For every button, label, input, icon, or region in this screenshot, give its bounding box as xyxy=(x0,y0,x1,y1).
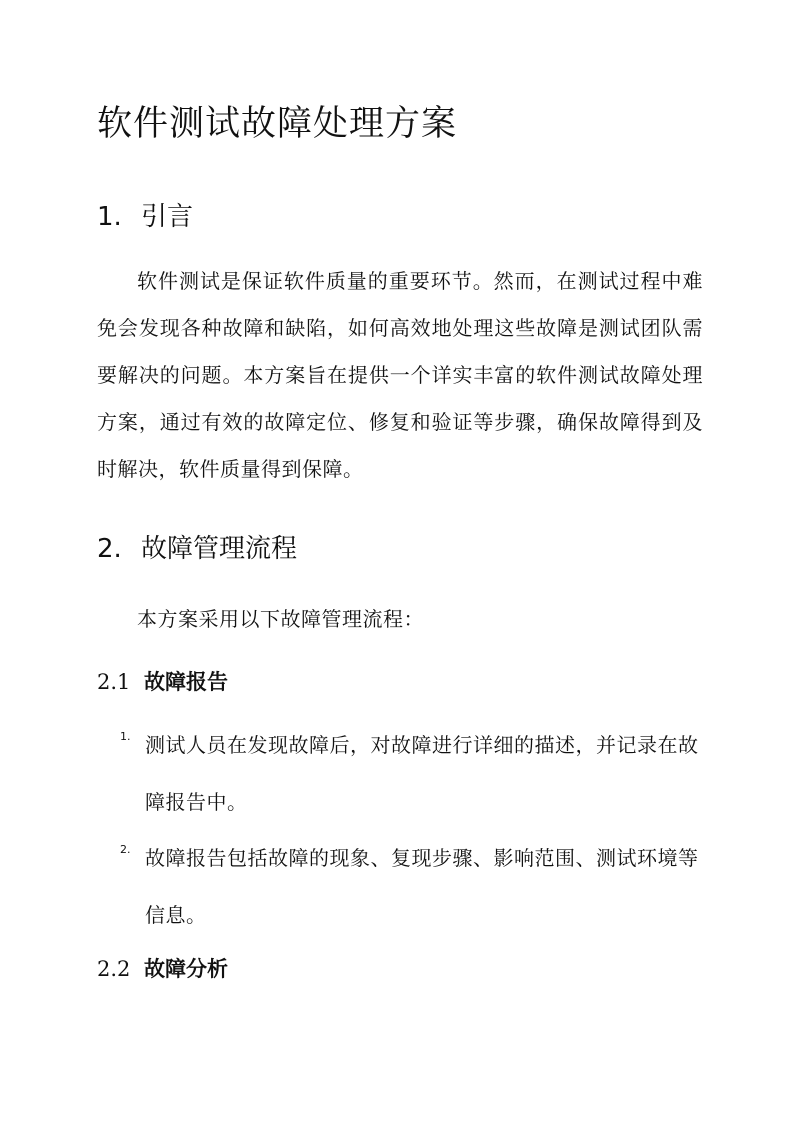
body-paragraph: 本方案采用以下故障管理流程： xyxy=(137,607,424,631)
subsection-title: 故障报告 xyxy=(144,670,228,694)
list-marker: 1. xyxy=(120,730,131,743)
body-paragraph: 软件测试是保证软件质量的重要环节。然而，在测试过程中难免会发现各种故障和缺陷，如何高效地处理这些故障是测试团队需要解决的问题。本方案旨在提供一个详实丰富的软件测试故障处理方案，通过有效的故障定位、修复和验证等步骤，确保故障得到及时解决，软件质量得到保障。 xyxy=(97,269,703,481)
list-item-text: 测试人员在发现故障后，对故障进行详细的描述，并记录在故障报告中。 xyxy=(145,733,699,814)
section-number: 1. xyxy=(97,202,122,232)
section-heading xyxy=(97,196,193,233)
subsection-heading xyxy=(97,666,228,696)
list-marker: 2. xyxy=(120,843,131,856)
subsection-number: 2.2 xyxy=(97,957,131,981)
section-heading xyxy=(97,528,297,565)
section-title: 引言 xyxy=(141,202,194,232)
list-item xyxy=(120,830,700,944)
section-title: 故障管理流程 xyxy=(141,534,298,564)
subsection-number: 2.1 xyxy=(97,670,131,694)
document-title: 软件测试故障处理方案 xyxy=(97,104,458,144)
list-item-text: 故障报告包括故障的现象、复现步骤、影响范围、测试环境等信息。 xyxy=(145,846,699,927)
section-number: 2. xyxy=(97,534,122,564)
subsection-title: 故障分析 xyxy=(144,957,228,981)
subsection-heading xyxy=(97,953,228,983)
list-item xyxy=(120,717,700,831)
